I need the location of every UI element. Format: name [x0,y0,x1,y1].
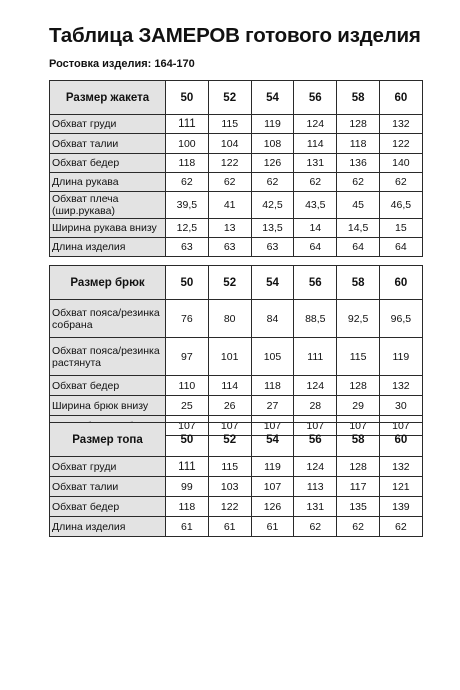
measurement-row [50,219,423,238]
measurement-value: 76 [166,300,209,338]
size-header-row [50,266,423,300]
measurement-value: 117 [337,477,380,497]
measurement-label: Ширина рукава внизу [50,219,166,238]
measurement-row [50,154,423,173]
measurement-value: 107 [379,416,422,436]
size-column-header: 56 [294,266,337,300]
measurement-value: 14 [294,219,337,238]
measurement-label: Ширина брюк внизу [50,396,166,416]
top-size-table [49,422,423,537]
measurement-value: 126 [251,154,294,173]
measurement-value: 128 [337,376,380,396]
measurement-label: Обхват плеча (шир.рукава) [50,192,166,219]
measurement-value: 132 [379,376,422,396]
measurement-value: 124 [294,376,337,396]
measurement-value: 46,5 [379,192,422,219]
size-column-header: 58 [337,266,380,300]
measurement-value: 13,5 [251,219,294,238]
measurement-value: 107 [166,416,209,436]
measurement-label: Обхват груди [50,457,166,477]
size-column-header: 50 [166,81,209,115]
measurement-row [50,134,423,154]
measurement-value: 107 [337,416,380,436]
measurement-value: 62 [294,173,337,192]
measurement-value: 64 [379,238,422,257]
measurement-label: Обхват талии [50,477,166,497]
measurement-value: 45 [337,192,380,219]
size-column-header: 52 [208,266,251,300]
measurement-value: 114 [294,134,337,154]
measurement-row [50,497,423,517]
measurement-label: Обхват пояса/резинка собрана [50,300,166,338]
measurement-value: 111 [294,338,337,376]
measurement-value: 84 [251,300,294,338]
size-column-header: 58 [337,81,380,115]
measurement-value: 27 [251,396,294,416]
measurement-value: 63 [251,238,294,257]
measurement-value: 62 [166,173,209,192]
measurement-value: 115 [208,115,251,134]
measurement-value: 122 [379,134,422,154]
measurement-value: 12,5 [166,219,209,238]
measurement-value: 128 [337,115,380,134]
trousers-size-table [49,265,423,436]
measurement-value: 114 [208,376,251,396]
measurement-row [50,300,423,338]
measurement-row [50,173,423,192]
measurement-row [50,338,423,376]
size-column-header: 54 [251,266,294,300]
measurement-value: 14,5 [337,219,380,238]
measurement-value: 118 [337,134,380,154]
measurement-value: 25 [166,396,209,416]
measurement-value: 115 [337,338,380,376]
measurement-value: 41 [208,192,251,219]
measurement-value: 62 [294,517,337,537]
measurement-value: 122 [208,497,251,517]
measurement-value: 139 [379,497,422,517]
size-column-header: 50 [166,266,209,300]
measurement-value: 108 [251,134,294,154]
measurement-label: Длина изделия [50,517,166,537]
measurement-value: 96,5 [379,300,422,338]
measurement-value: 131 [294,497,337,517]
size-column-header: 52 [208,423,251,457]
measurement-row [50,477,423,497]
measurement-row [50,238,423,257]
measurement-value: 111 [166,457,209,477]
measurement-value: 88,5 [294,300,337,338]
measurement-value: 122 [208,154,251,173]
measurement-value: 100 [166,134,209,154]
size-column-header: 58 [337,423,380,457]
measurement-value: 42,5 [251,192,294,219]
measurement-value: 29 [337,396,380,416]
measurement-row [50,396,423,416]
measurement-value: 118 [251,376,294,396]
measurement-value: 104 [208,134,251,154]
measurement-label: Обхват бедер [50,376,166,396]
size-column-header: 52 [208,81,251,115]
measurement-value: 107 [251,416,294,436]
measurement-value: 128 [337,457,380,477]
measurement-value: 62 [208,173,251,192]
size-column-header: 54 [251,81,294,115]
size-column-header: 60 [379,423,422,457]
measurement-value: 63 [208,238,251,257]
measurement-value: 28 [294,396,337,416]
measurement-value: 62 [379,173,422,192]
measurement-value: 39,5 [166,192,209,219]
measurement-label: Длина рукава [50,173,166,192]
measurement-value: 119 [379,338,422,376]
measurement-row [50,457,423,477]
measurement-label: Длина изделия [50,238,166,257]
measurement-value: 132 [379,115,422,134]
measurement-label: Обхват бедер [50,154,166,173]
measurement-value: 113 [294,477,337,497]
measurement-value: 97 [166,338,209,376]
size-column-header: 56 [294,423,337,457]
measurement-value: 103 [208,477,251,497]
measurement-value: 107 [294,416,337,436]
size-header-row [50,423,423,457]
measurement-value: 13 [208,219,251,238]
jacket-size-table [49,80,423,257]
measurement-value: 110 [166,376,209,396]
measurement-value: 105 [251,338,294,376]
measurement-value: 126 [251,497,294,517]
size-header-label: Размер брюк [50,266,166,300]
measurement-value: 121 [379,477,422,497]
measurement-value: 64 [337,238,380,257]
measurement-value: 26 [208,396,251,416]
measurement-row [50,115,423,134]
measurement-value: 107 [251,477,294,497]
measurement-value: 63 [166,238,209,257]
size-header-label: Размер топа [50,423,166,457]
measurement-value: 99 [166,477,209,497]
height-range-subtitle: Ростовка изделия: 164-170 [49,58,195,70]
measurement-value: 119 [251,115,294,134]
measurement-row [50,517,423,537]
measurement-value: 92,5 [337,300,380,338]
measurement-value: 15 [379,219,422,238]
measurement-value: 61 [251,517,294,537]
measurement-label: Обхват бедер [50,497,166,517]
measurement-value: 107 [208,416,251,436]
size-header-row [50,81,423,115]
measurement-value: 30 [379,396,422,416]
measurement-value: 101 [208,338,251,376]
measurement-value: 118 [166,154,209,173]
measurement-value: 80 [208,300,251,338]
measurement-value: 119 [251,457,294,477]
page-title: Таблица ЗАМЕРОВ готового изделия [49,24,421,47]
measurement-value: 61 [208,517,251,537]
measurement-value: 131 [294,154,337,173]
size-column-header: 50 [166,423,209,457]
size-column-header: 54 [251,423,294,457]
measurement-value: 124 [294,115,337,134]
measurement-value: 62 [251,173,294,192]
measurement-row [50,192,423,219]
measurement-value: 136 [337,154,380,173]
size-column-header: 60 [379,81,422,115]
measurement-value: 62 [379,517,422,537]
measurement-value: 118 [166,497,209,517]
measurement-value: 61 [166,517,209,537]
measurement-value: 43,5 [294,192,337,219]
measurement-value: 135 [337,497,380,517]
size-column-header: 56 [294,81,337,115]
size-column-header: 60 [379,266,422,300]
measurement-label: Обхват талии [50,134,166,154]
measurement-label: Обхват груди [50,115,166,134]
measurement-value: 62 [337,173,380,192]
measurement-row [50,376,423,396]
measurement-value: 132 [379,457,422,477]
measurement-value: 115 [208,457,251,477]
measurement-value: 64 [294,238,337,257]
measurement-label: Обхват пояса/резинка растянута [50,338,166,376]
measurement-value: 140 [379,154,422,173]
measurement-value: 124 [294,457,337,477]
measurement-value: 111 [166,115,209,134]
measurement-value: 62 [337,517,380,537]
size-header-label: Размер жакета [50,81,166,115]
